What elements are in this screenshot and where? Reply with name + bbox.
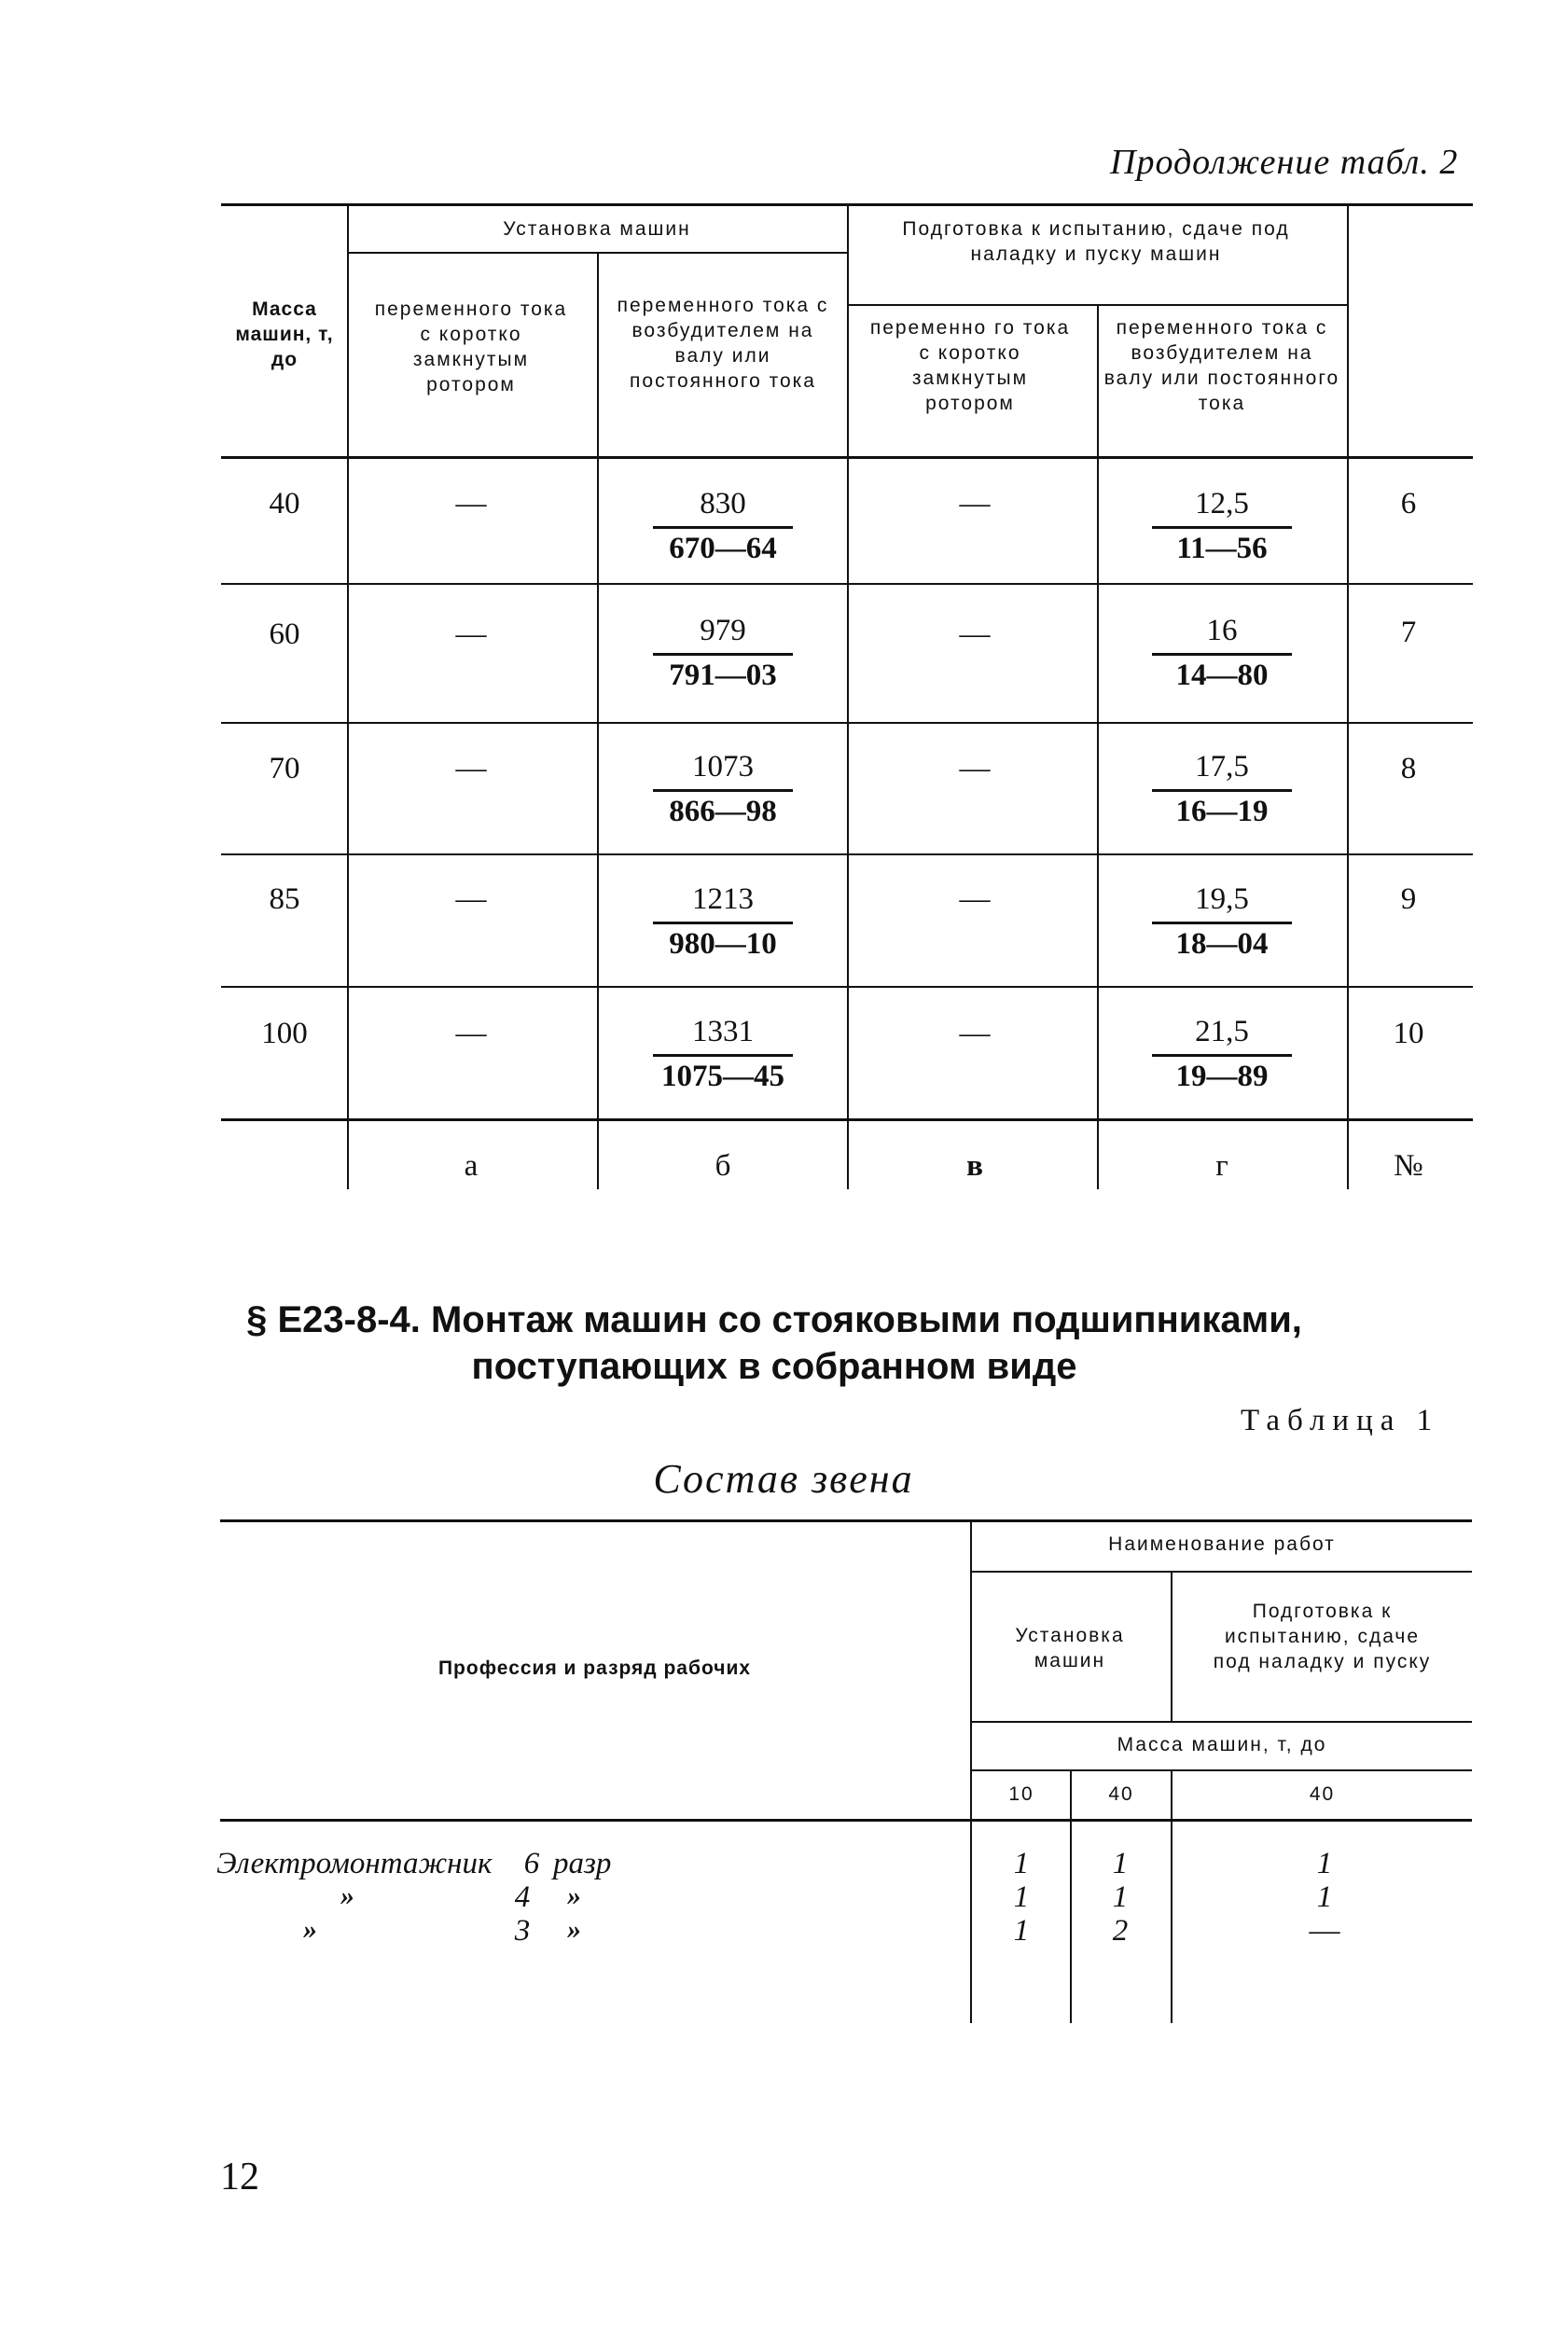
footer-g: г — [1215, 1149, 1228, 1183]
mass-value-2: 40 — [1108, 1783, 1134, 1805]
page-number: 12 — [220, 2156, 259, 2198]
grade: 4 — [514, 1880, 531, 1914]
footer-b: б — [715, 1149, 731, 1183]
footer-v: в — [966, 1149, 983, 1183]
fraction-g-denominator: 19—89 — [1175, 1060, 1269, 1093]
table-label: Таблица 1 — [1241, 1404, 1440, 1437]
value-v: — — [959, 752, 991, 785]
fraction-g — [1152, 612, 1292, 695]
fraction-g-denominator: 16—19 — [1175, 795, 1269, 828]
grade-unit: » — [567, 1914, 581, 1945]
fraction-b-denominator: 866—98 — [669, 795, 777, 828]
mass-value: 100 — [261, 1017, 308, 1050]
fraction-g-denominator: 11—56 — [1176, 532, 1268, 565]
count-3: — — [1309, 1914, 1340, 1948]
col-a-header: переменного тока с коротко замкнутым ротором — [374, 298, 568, 395]
install-header: Установка машин — [1015, 1625, 1125, 1671]
table-subtitle: Состав звена — [653, 1456, 914, 1502]
fraction-b — [653, 748, 793, 831]
mass-header: Масса машин, т, до — [235, 298, 334, 370]
mass-value: 60 — [269, 617, 300, 651]
count-2: 2 — [1112, 1914, 1129, 1948]
value-v: — — [959, 1017, 991, 1050]
fraction-b-denominator: 670—64 — [669, 532, 777, 565]
value-v: — — [959, 617, 991, 651]
col-v-header: переменно го тока с коротко замкнутым ротором — [869, 317, 1071, 414]
count-2: 1 — [1112, 1847, 1129, 1880]
value-v: — — [959, 882, 991, 916]
fraction-g-numerator: 17,5 — [1152, 748, 1292, 792]
col-b-header: переменного тока с возбудителем на валу или постоянного тока — [617, 295, 829, 392]
fraction-b-numerator: 1073 — [653, 748, 793, 792]
count-2: 1 — [1112, 1880, 1129, 1914]
group-install-header: Установка машин — [503, 218, 691, 240]
section-title — [168, 1297, 1381, 1390]
grade: 6 — [523, 1847, 540, 1880]
grade-unit: разр — [553, 1847, 612, 1880]
footer-no: № — [1394, 1149, 1423, 1183]
fraction-g — [1152, 748, 1292, 831]
works-header: Наименование работ — [1108, 1533, 1336, 1555]
count-3: 1 — [1316, 1847, 1333, 1880]
fraction-b-numerator: 979 — [653, 612, 793, 656]
col-g-header: переменного тока с возбудителем на валу или постоянного тока — [1103, 317, 1340, 414]
prep-header: Подготовка к испытанию, сдаче под наладку и пуску — [1213, 1601, 1432, 1672]
value-a: — — [455, 1017, 487, 1050]
fraction-b — [653, 485, 793, 568]
fraction-g — [1152, 485, 1292, 568]
fraction-b — [653, 1013, 793, 1096]
row-number: 10 — [1393, 1017, 1424, 1050]
grade-unit: » — [567, 1880, 581, 1911]
mass-value: 70 — [269, 752, 300, 785]
fraction-b — [653, 612, 793, 695]
fraction-g-numerator: 12,5 — [1152, 485, 1292, 529]
mass-value: 40 — [269, 487, 300, 520]
fraction-g — [1152, 1013, 1292, 1096]
fraction-g-numerator: 19,5 — [1152, 881, 1292, 924]
footer-a: а — [464, 1149, 479, 1183]
fraction-b-denominator: 1075—45 — [661, 1060, 784, 1093]
row-number: 9 — [1400, 882, 1417, 916]
fraction-b-numerator: 1331 — [653, 1013, 793, 1057]
mass-value-1: 10 — [1008, 1783, 1034, 1805]
group-prep-header: Подготовка к испытанию, сдаче под наладку и пуску машин — [902, 218, 1290, 265]
fraction-g-denominator: 14—80 — [1175, 659, 1269, 692]
count-1: 1 — [1013, 1880, 1030, 1914]
value-a: — — [455, 752, 487, 785]
row-number: 8 — [1400, 752, 1417, 785]
fraction-g — [1152, 881, 1292, 964]
fraction-b-numerator: 830 — [653, 485, 793, 529]
section-title-line2: поступающих в собранном виде — [471, 1346, 1077, 1387]
fraction-g-numerator: 21,5 — [1152, 1013, 1292, 1057]
row-number: 6 — [1400, 487, 1417, 520]
mass-header-t1: Масса машин, т, до — [1117, 1734, 1327, 1755]
value-a: — — [455, 882, 487, 916]
fraction-b-denominator: 980—10 — [669, 927, 777, 961]
count-1: 1 — [1013, 1847, 1030, 1880]
fraction-b-numerator: 1213 — [653, 881, 793, 924]
fraction-g-numerator: 16 — [1152, 612, 1292, 656]
value-v: — — [959, 487, 991, 520]
value-a: — — [455, 487, 487, 520]
fraction-g-denominator: 18—04 — [1175, 927, 1269, 961]
profession-name: Электромонтажник — [216, 1847, 493, 1880]
count-3: 1 — [1316, 1880, 1333, 1914]
section-title-line1: § Е23-8-4. Монтаж машин со стояковыми подшипниками, — [246, 1299, 1302, 1340]
grade: 3 — [514, 1914, 531, 1948]
count-1: 1 — [1013, 1914, 1030, 1948]
profession-name: » — [303, 1914, 317, 1945]
fraction-b-denominator: 791—03 — [669, 659, 777, 692]
profession-header: Профессия и разряд рабочих — [437, 1657, 752, 1679]
row-number: 7 — [1400, 616, 1417, 649]
fraction-b — [653, 881, 793, 964]
mass-value: 85 — [269, 882, 300, 916]
mass-value-3: 40 — [1309, 1783, 1336, 1805]
value-a: — — [455, 617, 487, 651]
profession-name: » — [340, 1880, 354, 1911]
continuation-label: Продолжение табл. 2 — [1110, 143, 1459, 182]
